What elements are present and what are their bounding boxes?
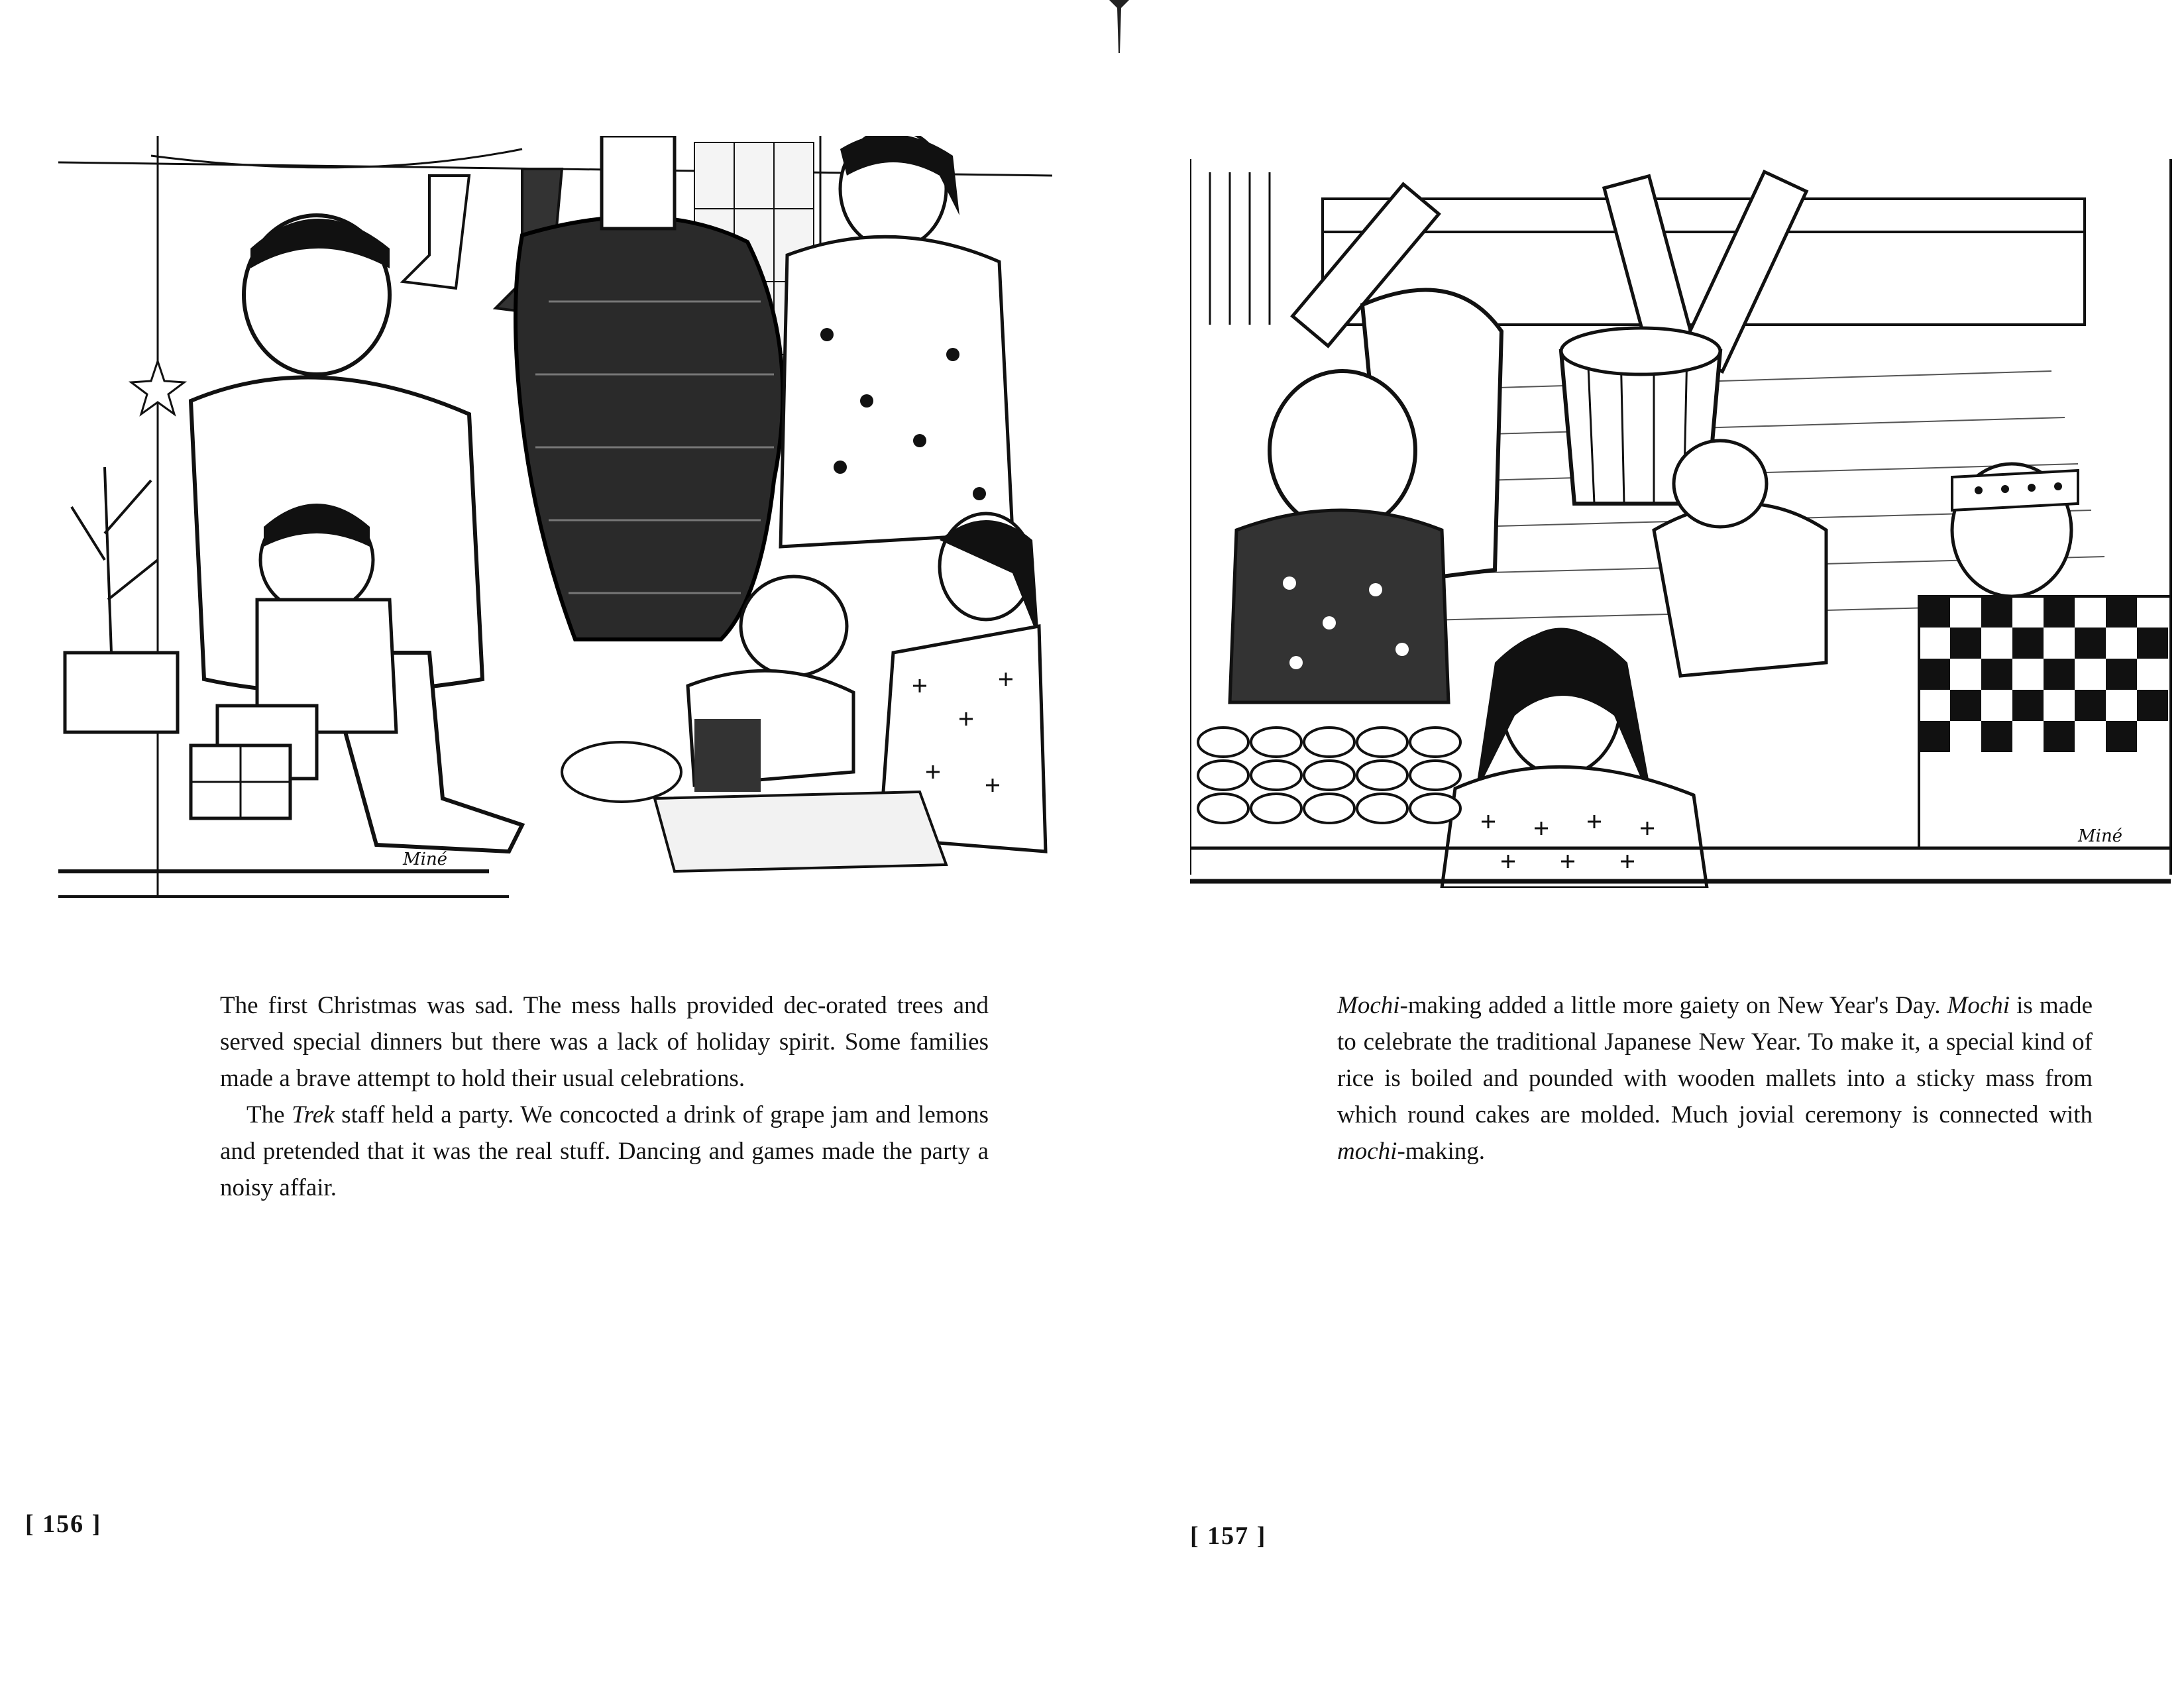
text-run: is made to celebrate the traditional Japanese New Year. To make it, a special kind of rice is boiled and pounded with wooden mallets into a sticky mass from which round cakes are molded. Much jovial ceremony is connected with (1337, 992, 2093, 1128)
artist-signature: Miné (2078, 826, 2123, 846)
italic-text-run: Mochi (1947, 992, 2010, 1019)
text-run: The (246, 1101, 292, 1128)
text-run: The first Christmas was sad. The mess halls provided dec-orated trees and served special dinners but there was a lack of holiday spirit. Some families made a brave attempt to hold their usual celebrations. (220, 992, 989, 1092)
artist-signature: Miné (403, 849, 448, 869)
text-run: -making. (1397, 1138, 1485, 1165)
italic-text-run: mochi (1337, 1138, 1397, 1165)
paragraph (1337, 987, 2093, 1170)
text-run: staff held a party. We concocted a drink of grape jam and lemons and pretended that it was the real stuff. Dancing and games made the party a noisy affair. (220, 1101, 989, 1201)
italic-text-run: Mochi (1337, 992, 1400, 1019)
page-number: [ 157 ] (1190, 1522, 1267, 1550)
paragraph (220, 1097, 989, 1206)
paragraph (220, 987, 989, 1097)
text-run: -making added a little more gaiety on New Year's Day. (1399, 992, 1947, 1019)
italic-text-run: Trek (292, 1101, 335, 1128)
right-page (1120, 0, 2184, 1695)
left-page-text (220, 987, 989, 1206)
right-page-text (1337, 987, 2093, 1170)
christmas-illustration (58, 136, 1052, 898)
mochi-illustration (1190, 159, 2184, 888)
page-number: [ 156 ] (25, 1510, 102, 1538)
